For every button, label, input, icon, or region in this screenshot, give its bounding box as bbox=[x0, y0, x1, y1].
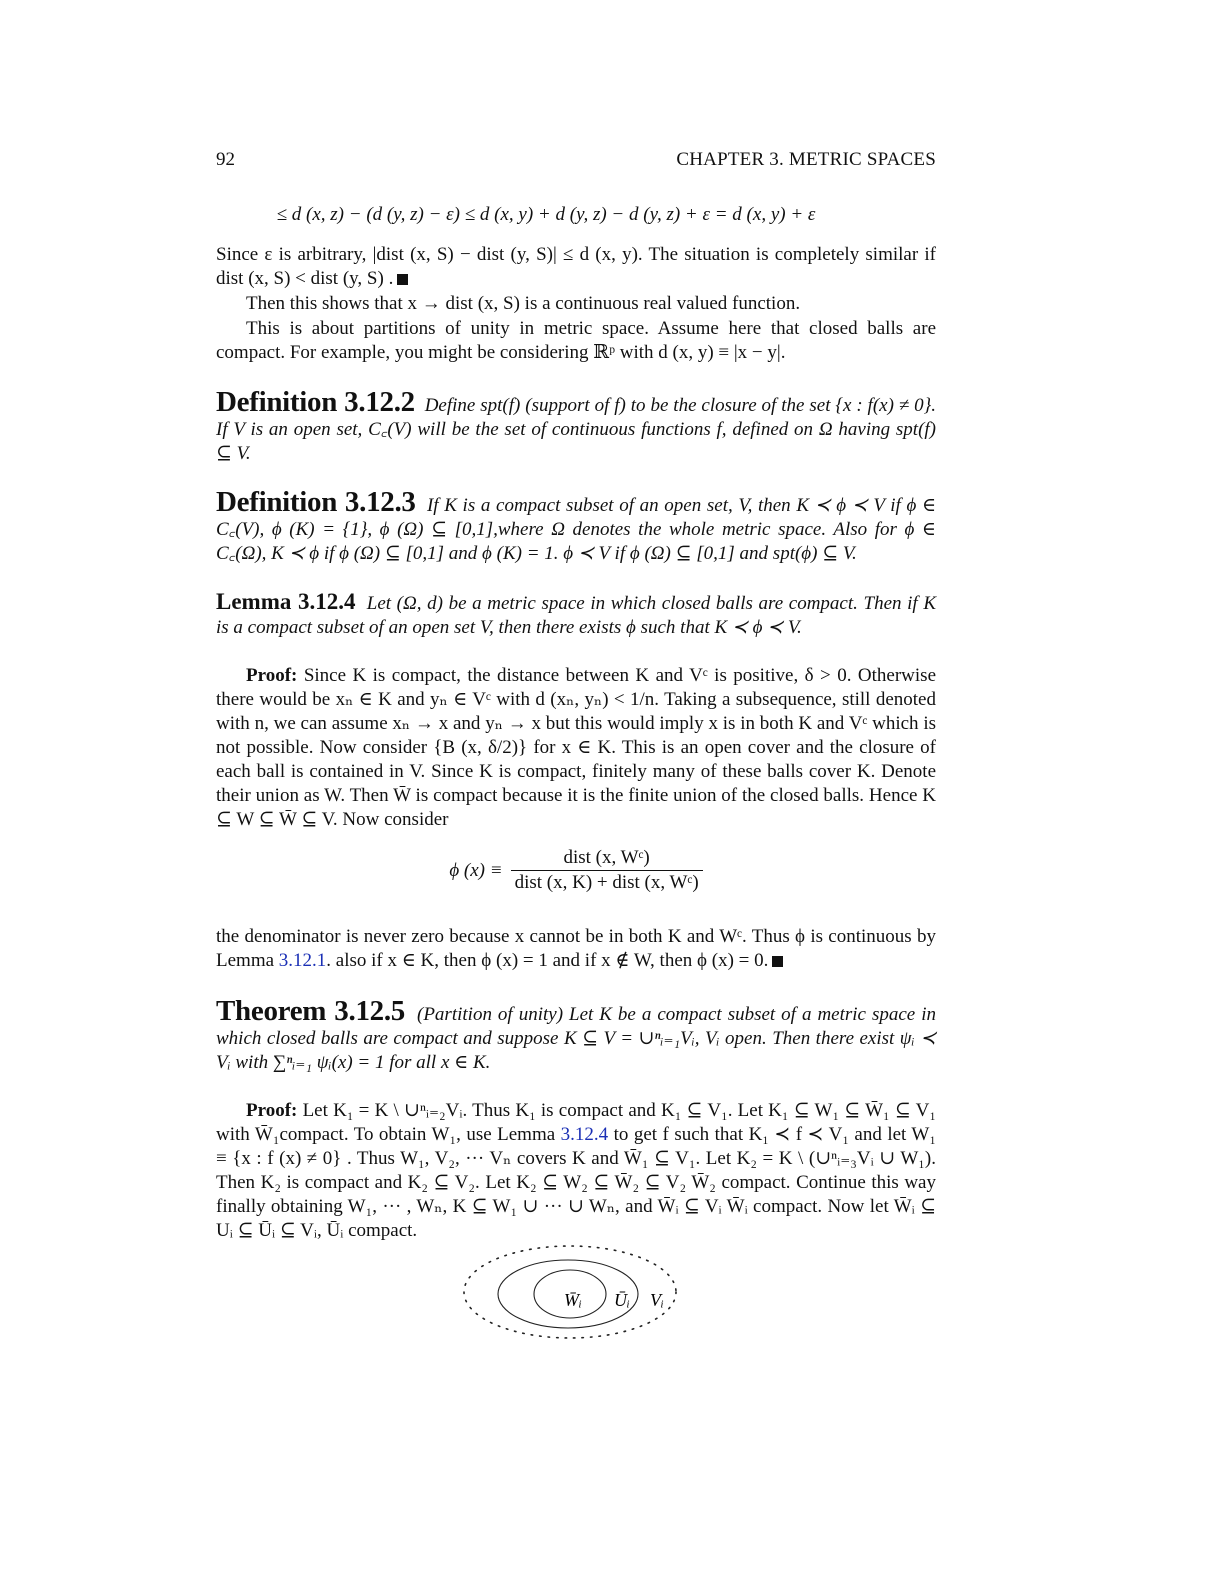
paragraph-text: This is about partitions of unity in metric space. Assume here that closed balls are compact. For example, you might be considering ℝᵖ with d (x, y) ≡ |x − y|. bbox=[216, 318, 936, 363]
lemma-body: Let (Ω, d) be a metric space in which closed balls are compact. Then if K is a compact subset of an open set V, then there exists ϕ such that K ≺ ϕ ≺ V. bbox=[216, 593, 936, 638]
definition-3-12-3 bbox=[216, 486, 937, 566]
paragraph-partitions bbox=[216, 317, 936, 365]
proof-text: Since K is compact, the distance between K and Vᶜ is positive, δ > 0. Otherwise there would be xₙ ∈ K and yₙ ∈ Vᶜ with d (xₙ, yₙ) < 1/n. Taking a subsequence, still denoted with n, we can assume xₙ → x and yₙ → x but this would imply x is in both K and Vᶜ which is not possible. Now consider {B (x, δ/2)} for x ∈ K. This is an open cover and the closure of each ball is contained in V. Since K is compact, finitely many of these balls cover K. Denote their union as W. Then W̄ is compact because it is the finite union of the closed balls. Hence K ⊆ W ⊆ W̄ ⊆ V. Now consider bbox=[216, 665, 936, 830]
fraction-numerator: dist (x, Wᶜ) bbox=[511, 846, 703, 871]
paragraph-continuous bbox=[216, 292, 936, 316]
proof-text: Let K₁ = K \ ∪ⁿᵢ₌₂Vᵢ. Thus K₁ is compact and K₁ ⊆ V₁. Let K₁ ⊆ W₁ ⊆ W̄₁ ⊆ V₁ with W̄₁compact. To obtain W₁, use Lemma bbox=[216, 1100, 936, 1145]
nested-sets-diagram bbox=[460, 1240, 680, 1351]
proof-text: . also if x ∈ K, then ϕ (x) = 1 and if x ∉ W, then ϕ (x) = 0. bbox=[326, 950, 769, 971]
proof-lemma bbox=[216, 664, 936, 832]
lemma-3-12-4 bbox=[216, 590, 936, 640]
v-label: Vᵢ bbox=[650, 1290, 664, 1310]
qed-square-icon bbox=[397, 274, 408, 285]
definition-body: Define spt(f) (support of f) to be the closure of the set {x : f(x) ≠ 0}. If V is an open set, C꜀(V) will be the set of continuous functions f, defined on Ω having spt(f) ⊆ V. bbox=[216, 395, 937, 464]
inequality-chain: ≤ d (x, z) − (d (y, z) − ε) ≤ d (x, y) + d (y, z) − d (y, z) + ε = d (x, y) + ε bbox=[276, 204, 816, 225]
definition-heading: Definition 3.12.2 bbox=[216, 386, 415, 418]
definition-3-12-2 bbox=[216, 386, 937, 466]
proof-label: Proof: bbox=[246, 1100, 298, 1121]
paragraph-since-epsilon bbox=[216, 243, 936, 291]
paragraph-text: Since ε is arbitrary, |dist (x, S) − dist (y, S)| ≤ d (x, y). The situation is completely similar if dist (x, S) < dist (y, S) . bbox=[216, 244, 936, 289]
proof-theorem bbox=[216, 1099, 936, 1243]
phi-formula bbox=[216, 846, 936, 895]
definition-body: If K is a compact subset of an open set, V, then K ≺ ϕ ≺ V if ϕ ∈ C꜀(V), ϕ (K) = {1}, ϕ (Ω) ⊆ [0,1],where Ω denotes the whole metric space. Also for ϕ ∈ C꜀(Ω), K ≺ ϕ if ϕ (Ω) ⊆ [0,1] and ϕ (K) = 1. ϕ ≺ V if ϕ (Ω) ⊆ [0,1] and spt(ϕ) ⊆ V. bbox=[216, 495, 937, 564]
proof-label: Proof: bbox=[246, 665, 298, 686]
w-label: W̄ᵢ bbox=[564, 1290, 582, 1310]
proof-lemma-conclusion bbox=[216, 925, 936, 973]
chapter-title: CHAPTER 3. METRIC SPACES bbox=[676, 149, 936, 170]
definition-heading: Definition 3.12.3 bbox=[216, 486, 416, 518]
proof-text: to get f such that K₁ ≺ f ≺ V₁ and let W₁ ≡ {x : f (x) ≠ 0} . Thus W₁, V₂, ··· Vₙ covers K and W̄₁ ⊆ V₁. Let K₂ = K \ (∪ⁿᵢ₌₃Vᵢ ∪ W₁). Then K₂ is compact and K₂ ⊆ V₂. Let K₂ ⊆ W₂ ⊆ W̄₂ ⊆ V₂ W̄₂ compact. Continue this way finally obtaining W₁, ··· , Wₙ, K ⊆ W₁ ∪ ··· ∪ Wₙ, and W̄ᵢ ⊆ Vᵢ W̄ᵢ compact. Now let W̄ᵢ ⊆ Uᵢ ⊆ Ūᵢ ⊆ Vᵢ, Ūᵢ compact. bbox=[216, 1124, 936, 1241]
qed-square-icon bbox=[772, 956, 783, 967]
theorem-3-12-5 bbox=[216, 995, 936, 1075]
display-equation-top bbox=[216, 203, 936, 227]
lemma-heading: Lemma 3.12.4 bbox=[216, 589, 356, 614]
fraction bbox=[511, 846, 703, 895]
fraction-denominator: dist (x, K) + dist (x, Wᶜ) bbox=[514, 872, 699, 893]
u-label: Ūᵢ bbox=[614, 1290, 630, 1310]
nested-sets-svg bbox=[460, 1240, 680, 1344]
lemma-3-12-4-link[interactable]: 3.12.4 bbox=[560, 1124, 609, 1145]
proof-text: the denominator is never zero because x cannot be in both K and Wᶜ. Thus ϕ is continuous by Lemma bbox=[216, 926, 936, 971]
page-number: 92 bbox=[216, 149, 235, 170]
running-header bbox=[216, 148, 936, 174]
theorem-heading: Theorem 3.12.5 bbox=[216, 995, 406, 1027]
paragraph-text: Then this shows that x → dist (x, S) is a continuous real valued function. bbox=[246, 293, 801, 314]
lemma-3-12-1-link[interactable]: 3.12.1 bbox=[278, 950, 327, 971]
theorem-body: (Partition of unity) Let K be a compact subset of a metric space in which closed balls are compact and suppose K ⊆ V = ∪ⁿᵢ₌₁Vᵢ, Vᵢ open. Then there exist ψᵢ ≺ Vᵢ with ∑ⁿᵢ₌₁ ψᵢ(x) = 1 for all x ∈ K. bbox=[216, 1004, 936, 1073]
formula-lhs: ϕ (x) ≡ bbox=[449, 859, 503, 881]
